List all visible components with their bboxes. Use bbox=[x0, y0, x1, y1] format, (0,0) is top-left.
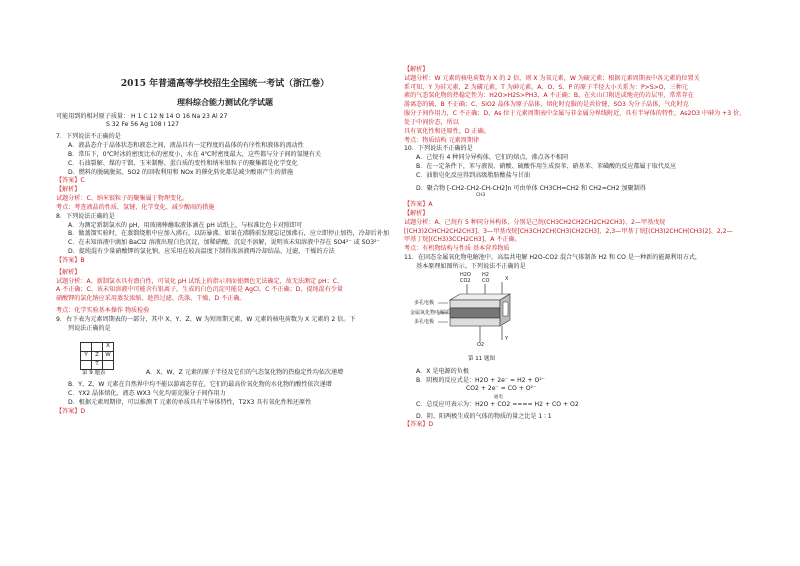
q9-analysis-point: 考点：物质结构 元素周期律 bbox=[404, 136, 480, 144]
label-co: CO bbox=[482, 277, 490, 284]
label-y: Y bbox=[505, 335, 509, 342]
q9-grid-cell-w: W bbox=[103, 351, 114, 360]
q9-analysis-5: 服分子间作用力，C 不正确；D、As 位于元素周期表中金属与非金属分界线附近，具有半导体的特性，As2O3 中砷为 +3 价，处于中间价态，所以 bbox=[404, 110, 746, 126]
q8-option-a: A．为测定新制氯水的 pH，用玻璃棒蘸取液体滴在 pH 试纸上，与标准比色卡对照即可 bbox=[68, 221, 303, 229]
atomic-masses-line-1: 可能用到的相对原子质量： H 1 C 12 N 14 O 16 Na 23 Al 27 bbox=[56, 112, 228, 120]
q10-analysis-head: 【解析】 bbox=[404, 209, 429, 217]
q11-option-b: B．阴极的反应式是：H2O + 2e⁻ = H2 + O²⁻ bbox=[416, 376, 545, 384]
q11-figure-caption: 第 11 题图 bbox=[468, 355, 495, 362]
q7-stem: 7．下列说法不正确的是 bbox=[56, 133, 121, 141]
q11-option-b-2: CO2 + 2e⁻ = CO + O²⁻ bbox=[466, 385, 537, 393]
q9-grid-cell bbox=[81, 342, 92, 351]
q10-option-c: C．油脂皂化反应得到高级脂肪酸盐与甘油 bbox=[416, 171, 530, 179]
q9-analysis-2: 系可知，Y 为硅元素，Z 为磷元素，T 为砷元素。A、O、S、P 的原子半径大小关系为：P>S>O，三种元 bbox=[404, 83, 688, 91]
q9-table-caption: 第 9 题表 bbox=[82, 369, 106, 376]
q9-grid-cell-z: Z bbox=[92, 351, 103, 360]
q10-option-d-substituent: CH3 bbox=[476, 192, 486, 198]
q11-stem-2: 基本原理如图所示。下列说法不正确的是 bbox=[416, 262, 526, 270]
q9-grid-cell bbox=[92, 342, 103, 351]
q11-option-c: C．总反应可表示为：H2O + CO2 ==== H2 + CO + O2 bbox=[416, 400, 579, 408]
q9-periodic-table bbox=[80, 342, 114, 370]
q9-option-c: C．YX2 晶体熔化、液态 WX3 气化均需克服分子间作用力 bbox=[68, 390, 226, 398]
q7-analysis-point: 考点：考查液晶的性质、氢键、化学变化、减少酸雨的措施 bbox=[56, 203, 215, 211]
q9-grid-cell-x: X bbox=[103, 342, 114, 351]
q11-option-a: A．X 是电源的负极 bbox=[416, 367, 469, 375]
q10-option-b: B．在一定条件下，苯与液溴、硝酸、硫酸作用生成溴苯、硝基苯、苯磺酸的反应都属于取代反应 bbox=[416, 163, 677, 171]
q9-stem: 9．右下表为元素周期表的一部分，其中 X、Y、Z、W 为短周期元素，W 元素的核电荷数为 X 元素的 2 倍。下 bbox=[56, 315, 356, 323]
q10-option-a: A．己烷有 4 种同分异构体，它们的熔点、沸点各不相同 bbox=[416, 154, 569, 162]
q7-analysis-head: 【解析】 bbox=[56, 186, 81, 194]
label-h2: H2 bbox=[482, 271, 489, 278]
q9-analysis-6: 具有氧化性和还原性，D 正确。 bbox=[404, 127, 490, 135]
atomic-masses-line-2: S 32 Fe 56 Ag 108 I 127 bbox=[106, 121, 179, 129]
left-column bbox=[56, 0, 394, 417]
q8-analysis-1: 试题分析：A、新制氯水具有漂白性，可氧化 pH 试纸上的指示剂而使颜色无法确定，故无法测定 pH；C、 bbox=[56, 277, 344, 285]
bottom-porous-electrode bbox=[450, 318, 500, 326]
q8-analysis-2: A 不正确；C、该未知溶液中可能含有银离子，生成的白色沉淀可能是 AgCl，C 不正确；D、提纯混有少量 bbox=[56, 286, 344, 294]
q8-analysis-point: 考点：化学实验基本操作 物质检验 bbox=[56, 307, 150, 315]
q7-analysis-1: 试题分析：C、纳米银粒子的聚集属于物理变化。 bbox=[56, 195, 189, 203]
q9-analysis-4: 游离态的硫，B 不正确；C、SiO2 晶体为原子晶体，熔化时克服的是共价键，SO3 为分子晶体，气化时克 bbox=[404, 101, 689, 109]
q8-stem: 8．下列说法正确的是 bbox=[56, 212, 115, 220]
q9-option-b: B．Y、Z、W 元素在自然界中均不能以游离态存在，它们的最高价氧化物的水化物的酸性依次递增 bbox=[68, 381, 332, 389]
q8-answer: 【答案】B bbox=[56, 256, 85, 264]
q9-grid-cell-t: T bbox=[92, 360, 103, 369]
q11-option-d: D．阴、阳两极生成的气体的物质的量之比是 1 ∶ 1 bbox=[416, 412, 552, 420]
q10-option-d: D．聚合物 [-CH2-CH2-CH-CH2]n 可由单体 CH3CH=CH2 和 CH2=CH2 加聚制得 bbox=[416, 184, 646, 192]
exam-subtitle: 理科综合能力测试化学试题 bbox=[177, 97, 273, 108]
q9-analysis-head: 【解析】 bbox=[404, 66, 429, 73]
q10-answer: 【答案】A bbox=[404, 201, 433, 209]
label-x: X bbox=[505, 275, 509, 282]
q8-analysis-head: 【解析】 bbox=[56, 268, 81, 276]
q10-analysis-2: [(CH3)2CHCH2CH2CH3]、3—甲基戊烷[CH3CH2CH(CH3)CH2CH3]、2,3—甲基丁烷[(CH3)2CHCH(CH3)2]、2,2— bbox=[404, 227, 733, 235]
q10-analysis-3: 甲基丁烷[(CH3)3CCH2CH3]，A 不正确。 bbox=[404, 236, 521, 244]
exam-title: 2015 年普通高等学校招生全国统一考试（浙江卷） bbox=[120, 79, 330, 89]
q8-option-b: B．做蒸馏实验时，在蒸馏烧瓶中应加入沸石，以防暴沸。如果在沸腾前发现忘记加沸石，应立即停止加热，冷却后补加 bbox=[68, 230, 390, 238]
q9-option-d: D．根据元素周期律，可以推测 T 元素的单质具有半导体特性，T2X3 具有氧化性和还原性 bbox=[68, 398, 312, 406]
q7-option-c: C．石油裂解、煤的干馏、玉米制醇、蛋白质的变性和纳米银粒子的聚集都是化学变化 bbox=[68, 159, 298, 167]
q8-analysis-3: 硝酸钾的氯化钠应采用蒸发浓缩、趁热过滤、洗涤、干燥，D 不正确。 bbox=[56, 295, 246, 303]
q9-option-a: A．X、W、Z 元素的原子半径及它们的气态氢化物的热稳定性均依次递增 bbox=[146, 369, 344, 377]
top-porous-electrode bbox=[450, 300, 500, 308]
q10-analysis-1: 试题分析：A、己烷有 5 种同分异构体，分别是己烷(CH3CH2CH2CH2CH2CH3)、2—甲基戊烷 bbox=[404, 218, 666, 226]
q9-grid-cell bbox=[81, 360, 92, 369]
q8-option-c: C．在未知溶液中滴加 BaCl2 溶液出现白色沉淀，加稀硝酸，沉淀不溶解，说明该未知溶液中存在 SO4²⁻ 或 SO3²⁻ bbox=[68, 239, 380, 247]
q8-option-d: D．提纯混有少量硝酸钾的氯化钠，应采用在较高温度下制得浓溶液再冷却结晶、过滤、干燥的方法 bbox=[68, 248, 335, 256]
label-o2: O2 bbox=[477, 341, 485, 348]
q10-analysis-point: 考点：有机物结构与性质 基本营养物质 bbox=[404, 245, 510, 253]
power-supply bbox=[503, 302, 508, 316]
label-bottom-electrode: 多孔电极 bbox=[414, 318, 435, 325]
q9-analysis-3: 素的气态氢化物的热稳定性为：H2O>H2S>PH3，A 不正确；B、在火山口附近或地壳的岩层里，常常存在 bbox=[404, 92, 694, 100]
q11-answer: 【答案】D bbox=[404, 421, 434, 429]
q9-grid-cell bbox=[103, 360, 114, 369]
label-electrolyte: 金属氧化物电解质 bbox=[410, 309, 451, 316]
label-h2o: H2O bbox=[460, 271, 471, 278]
q11-option-c-condition: 通电 bbox=[494, 395, 503, 401]
q9-grid-cell-y: Y bbox=[81, 351, 92, 360]
q7-option-a: A．液晶态介于晶体状态和液态之间，液晶具有一定程度的晶体的有序性和液体的流动性 bbox=[68, 142, 304, 150]
q10-stem: 10．下列说法不正确的是 bbox=[404, 145, 473, 153]
q11-electrolysis-diagram bbox=[410, 272, 746, 368]
right-column bbox=[404, 0, 746, 430]
q9-answer: 【答案】D bbox=[56, 407, 86, 415]
label-co2: CO2 bbox=[460, 277, 471, 284]
q7-answer: 【答案】C bbox=[56, 177, 85, 185]
q7-option-b: B．常压下，0℃时冰的密度比水的密度小，水在 4℃时密度最大，这些都与分子间的氢键有关 bbox=[68, 150, 322, 158]
q7-option-d: D．燃料的脱硫脱氮、SO2 的回收利用和 NOx 的催化转化都是减少酸雨产生的措施 bbox=[68, 168, 293, 176]
q9-analysis-1: 试题分析：W 元素的核电荷数为 X 的 2 倍，则 X 为氧元素，W 为硫元素；根据元素周期表中各元素的位置关 bbox=[404, 74, 700, 82]
metal-oxide-electrolyte bbox=[450, 308, 500, 318]
label-top-electrode: 多孔电极 bbox=[414, 299, 435, 306]
q9-stem-2: 列说法正确的是 bbox=[68, 324, 111, 332]
q11-stem: 11．在固态金属氧化物电解池中，高温共电解 H2O-CO2 混合气体制备 H2 和 CO 是一种新的能源利用方式， bbox=[404, 254, 702, 262]
